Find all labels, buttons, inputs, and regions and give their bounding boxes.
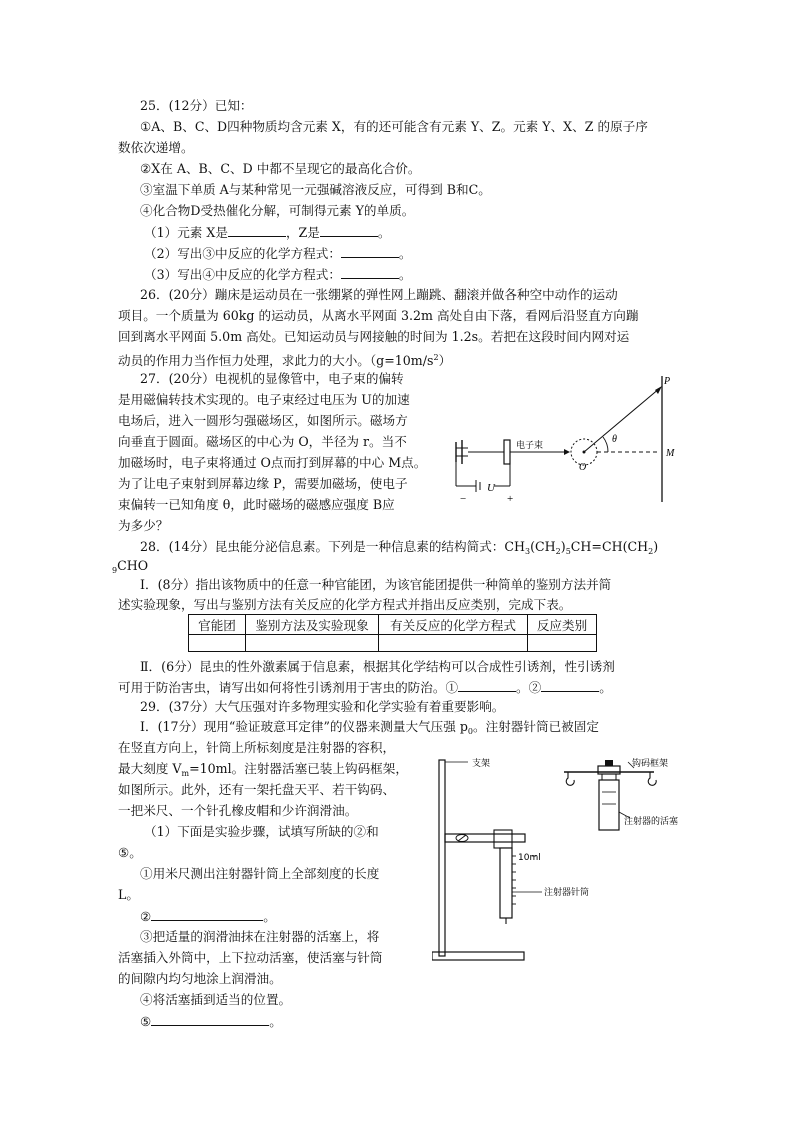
answer-blank[interactable] bbox=[541, 677, 599, 692]
q25-sub-2-text: （2）写出③中反应的化学方程式： bbox=[144, 246, 341, 261]
q29-line-2-text: Ⅰ．(17分）现用“验证玻意耳定律”的仪器来测量大气压强 p bbox=[140, 719, 468, 734]
q29-step-2-end: 。 bbox=[263, 909, 276, 924]
answer-table bbox=[188, 614, 597, 652]
syringe-apparatus-diagram bbox=[432, 752, 702, 964]
q29-line-6: 一把米尺、一个针孔橡皮帽和少许润滑油。 bbox=[118, 803, 358, 818]
q25-condition-1-cont: 数依次递增。 bbox=[118, 140, 194, 155]
q28-line-1 bbox=[140, 537, 658, 562]
q26-line-4 bbox=[118, 348, 451, 371]
answer-blank[interactable] bbox=[151, 1011, 269, 1026]
q29-line-2-end: 。注射器针筒已被固定 bbox=[473, 719, 599, 734]
minus-terminal-label: − bbox=[460, 493, 467, 505]
q26-line-4-sup: 2 bbox=[433, 353, 439, 362]
q29-line-12: ③把适量的润滑油抹在注射器的活塞上，将 bbox=[140, 929, 380, 944]
q29-line-3: 在竖直方向上，针筒上所标刻度是注射器的容积， bbox=[118, 740, 396, 755]
q28-formula-d: CH=CH(CH bbox=[570, 539, 649, 554]
q29-line-9: ①用米尺测出注射器针筒上全部刻度的长度 bbox=[140, 866, 380, 881]
stand-label: 支架 bbox=[472, 759, 491, 769]
q28-part2-mid: 。② bbox=[516, 680, 542, 695]
table-header-cell: 有关反应的化学方程式 bbox=[379, 615, 528, 635]
q27-line-5: 加磁场时，电子束将通过 O点而打到屏幕的中心 M点。 bbox=[118, 455, 427, 470]
q27-line-7: 束偏转一已知角度 θ，此时磁场的磁感应强度 B应 bbox=[118, 497, 395, 512]
q29-line-4-sub: m bbox=[181, 769, 190, 778]
q29-line-14: 的间隙内均匀地涂上润滑油。 bbox=[118, 971, 282, 986]
q26-line-3: 回到离水平网面 5.0m 高处。已知运动员与网接触的时间为 1.2s。若把在这段时间内网对运 bbox=[118, 329, 630, 344]
answer-blank[interactable] bbox=[341, 264, 399, 279]
q27-line-6: 为了让电子束射到屏幕边缘 P，需要加磁场，使电子 bbox=[118, 476, 408, 491]
q25-condition-4: ④化合物D受热催化分解，可制得元素 Y的单质。 bbox=[140, 203, 415, 218]
piston-label: 注射器的活塞 bbox=[624, 817, 679, 827]
answer-blank[interactable] bbox=[228, 222, 286, 237]
table-answer-cell[interactable] bbox=[246, 635, 379, 652]
table-header-cell: 官能团 bbox=[189, 615, 246, 635]
q25-sub-1-text-a: （1）元素 X是 bbox=[144, 225, 228, 240]
q26-line-2: 项目。一个质量为 60kg 的运动员，从离水平网面 3.2m 高处自由下落，看网后沿竖直方向蹦 bbox=[118, 308, 639, 323]
q29-line-15: ④将活塞插到适当的位置。 bbox=[140, 992, 292, 1007]
q28-part2-line-2 bbox=[118, 677, 612, 698]
table-answer-cell[interactable] bbox=[379, 635, 528, 652]
q29-line-7: （1）下面是实验步骤，试填写所缺的②和 bbox=[144, 824, 379, 839]
q29-line-11 bbox=[140, 906, 276, 927]
q29-line-4-text: 最大刻度 V bbox=[118, 761, 182, 776]
q25-sub-1 bbox=[144, 222, 391, 243]
q26-line-1: 26．(20分）蹦床是运动员在一张绷紧的弹性网上蹦跳、翻滚并做各种空中动作的运动 bbox=[140, 287, 618, 302]
q25-condition-2: ②X在 A、B、C、D 中都不呈现它的最高化合价。 bbox=[140, 161, 421, 176]
q28-part2-end: 。 bbox=[599, 680, 612, 695]
q25-sub-1-text-c: 。 bbox=[377, 225, 391, 240]
deflection-angle-label: θ bbox=[612, 434, 617, 445]
q28-formula-c: ) bbox=[560, 539, 566, 554]
table-header-cell: 反应类别 bbox=[528, 615, 597, 635]
center-o-label: O bbox=[579, 462, 587, 473]
answer-blank[interactable] bbox=[458, 677, 516, 692]
q29-line-4-end: =10ml。注射器活塞已装上钩码框架， bbox=[189, 761, 408, 776]
table-row bbox=[189, 635, 597, 652]
q25-title: 25．(12分）已知： bbox=[140, 98, 253, 113]
table-header-cell: 鉴别方法及实验现象 bbox=[246, 615, 379, 635]
table-header-row bbox=[189, 615, 597, 635]
q25-sub-1-text-b: ，Z是 bbox=[285, 225, 320, 240]
q28-formula-sub-2: 2 bbox=[555, 547, 561, 556]
q28-formula-b: (CH bbox=[530, 539, 556, 554]
q25-condition-1: ①A、B、C、D四种物质均含元素 X，有的还可能含有元素 Y、Z。元素 Y、X、Z 的原子序 bbox=[140, 119, 648, 134]
q29-line-16 bbox=[140, 1011, 282, 1032]
weight-frame-label: 钩码框架 bbox=[632, 759, 669, 769]
q29-line-2-sub: 0 bbox=[467, 727, 474, 736]
answer-blank[interactable] bbox=[151, 906, 263, 921]
electron-beam-label: 电子束 bbox=[516, 441, 544, 451]
q28-part1-line-2: 述实验现象，写出与鉴别方法有关反应的化学方程式并指出反应类别，完成下表。 bbox=[118, 597, 572, 612]
q25-sub-3-text: （3）写出④中反应的化学方程式： bbox=[144, 267, 341, 282]
q29-step-5-end: 。 bbox=[269, 1014, 282, 1029]
scale-max-label: 10ml bbox=[518, 853, 541, 863]
q28-formula-sub-5: 9 bbox=[112, 566, 118, 575]
q27-line-2: 是用磁偏转技术实现的。电子束经过电压为 U的加速 bbox=[118, 392, 410, 407]
q25-sub-3 bbox=[144, 264, 412, 285]
q25-sub-2 bbox=[144, 243, 412, 264]
q28-formula-sub-4: 2 bbox=[648, 547, 654, 556]
q29-step-2-label: ② bbox=[140, 909, 152, 924]
q27-line-1: 27．(20分）电视机的显像管中，电子束的偏转 bbox=[140, 371, 404, 386]
table-answer-cell[interactable] bbox=[189, 635, 246, 652]
q28-formula-f: CHO bbox=[117, 558, 149, 573]
q27-line-3: 电场后，进入一圆形匀强磁场区，如图所示。磁场方 bbox=[118, 413, 408, 428]
q26-line-4-end: ） bbox=[438, 353, 452, 368]
q28-part2-line-1: Ⅱ．(6分）昆虫的性外激素属于信息素，根据其化学结构可以合成性引诱剂，性引诱剂 bbox=[140, 659, 615, 674]
screen-edge-p-label: P bbox=[664, 376, 671, 387]
q28-part1-line-1: Ⅰ．(8分）指出该物质中的任意一种官能团，为该官能团提供一种简单的鉴别方法并简 bbox=[140, 577, 612, 592]
q27-line-4: 向垂直于圆面。磁场区的中心为 O，半径为 r。当不 bbox=[118, 434, 407, 449]
q29-step-5-label: ⑤ bbox=[140, 1014, 152, 1029]
answer-blank[interactable] bbox=[341, 243, 399, 258]
crt-deflection-diagram bbox=[448, 370, 688, 510]
q28-formula-a: 28．(14分）昆虫能分泌信息素。下列是一种信息素的结构简式：CH bbox=[140, 539, 526, 554]
q28-part2-text: 可用于防治害虫，请写出如何将性引诱剂用于害虫的防治。① bbox=[118, 680, 459, 695]
q29-line-5: 如图所示。此外，还有一架托盘天平、若干钩码、 bbox=[118, 782, 396, 797]
answer-blank[interactable] bbox=[320, 222, 378, 237]
q29-line-13: 活塞插入外筒中，上下拉动活塞，使活塞与针筒 bbox=[118, 950, 383, 965]
q28-formula-e: ) bbox=[653, 539, 659, 554]
q25-sub-2-end: 。 bbox=[398, 246, 412, 261]
plus-terminal-label: + bbox=[507, 493, 514, 505]
q28-formula-sub-3: 5 bbox=[565, 547, 571, 556]
q27-line-8: 为多少？ bbox=[118, 518, 169, 533]
voltage-label: U bbox=[487, 482, 495, 494]
q29-line-1: 29．(37分）大气压强对许多物理实验和化学实验有着重要影响。 bbox=[140, 699, 505, 714]
table-answer-cell[interactable] bbox=[528, 635, 597, 652]
q29-line-8: ⑤。 bbox=[118, 845, 142, 860]
q28-formula-sub-1: 3 bbox=[525, 547, 531, 556]
q29-line-10: L。 bbox=[118, 887, 139, 902]
q25-sub-3-end: 。 bbox=[398, 267, 412, 282]
q26-line-4-text: 动员的作用力当作恒力处理，求此力的大小。（g=10m/s bbox=[118, 353, 434, 368]
q25-condition-3: ③室温下单质 A与某种常见一元强碱溶液反应，可得到 B和C。 bbox=[140, 182, 491, 197]
screen-center-m-label: M bbox=[666, 448, 675, 459]
barrel-label: 注射器针筒 bbox=[544, 888, 590, 898]
